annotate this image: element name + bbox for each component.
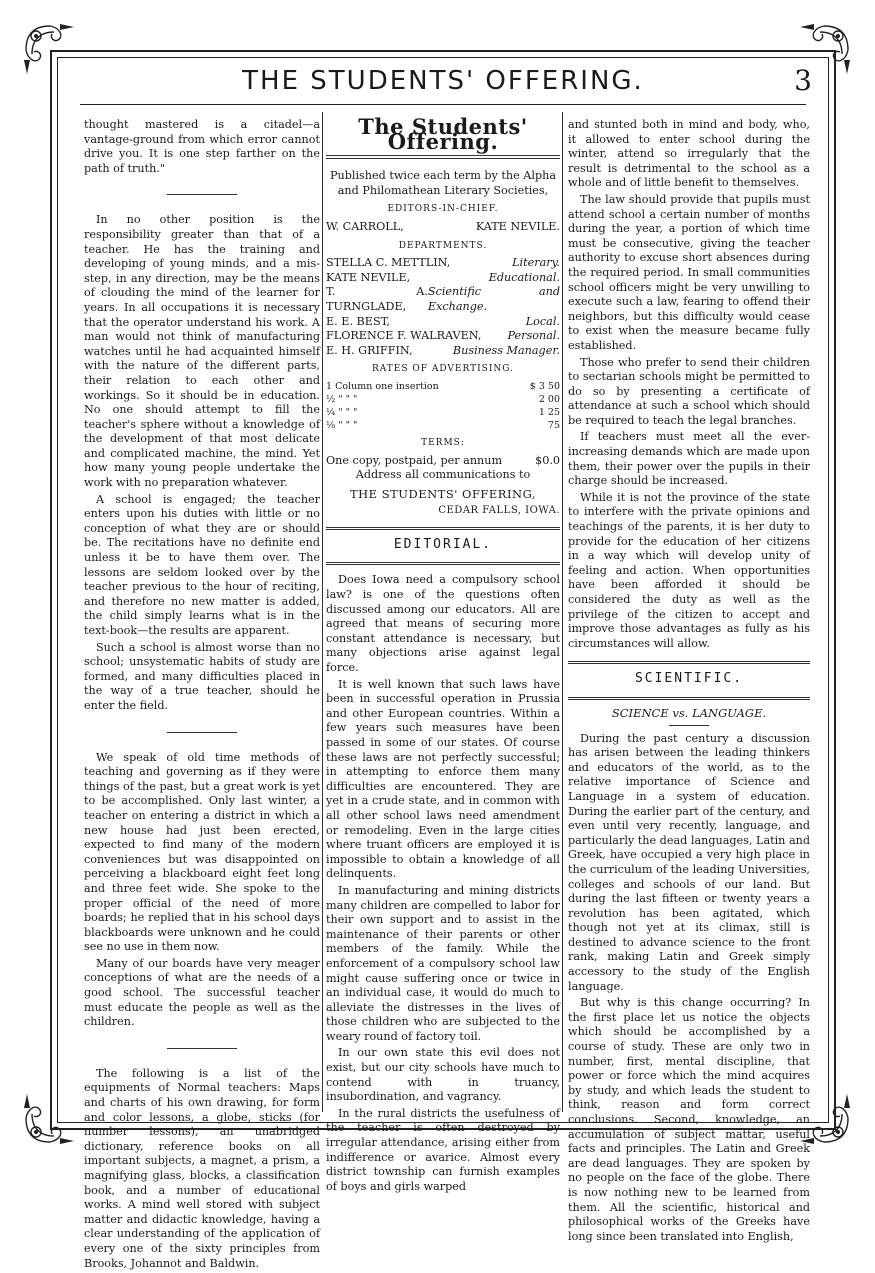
paragraph: During the past century a discussion has arisen between the leading thinkers and educators of the world, as to the relative importance of Science and Language in a system of education. During the earlier part of the century, and even until very recently, language, and particularly the dead languages, Latin and Greek, have occupied a very high place in the curriculum of the leading Universities, colleges and schools of our land. But during the last fifteen or twenty years a revolution has been agitated, which though not yet at its climax, still is destined to advance science to the front rank, making Latin and Greek simply accessory to the study of the English language. xyxy=(568,731,810,993)
paragraph: A school is engaged; the teacher enters upon his duties with little or no conception of what they are or should be. The recitations have no definite end unless it be to have them over. The lessons are seldom looked over by the teacher previous to the hour of reciting, and therefore no new matter is added, the child simply learns what is in the text-book—the results are apparent. xyxy=(84,492,320,637)
staff-dept: Local. xyxy=(525,314,560,328)
staff-row xyxy=(326,315,560,330)
page-title: THE STUDENTS' OFFERING. xyxy=(242,66,644,96)
editor-name: W. CARROLL, xyxy=(326,219,404,233)
rate-row xyxy=(326,406,560,419)
staff-name: T. A. TURNGLADE, xyxy=(326,285,428,313)
terms-row xyxy=(326,454,560,469)
masthead xyxy=(60,60,826,110)
rate-label: 1 Column one insertion xyxy=(326,380,439,392)
paragraph: While it is not the province of the state to interfere with the private opinions and teachings of the parents, it is her duty to provide for the education of her citizens in a way which will develop unity of feeling and action. When opportunities have been afforded it should be considered the duty as well as the privilege of the citizen to accept and improve those advantages as fully as his circumstances will allow. xyxy=(568,490,810,650)
published-note: Published twice each term by the Alpha and Philomathean Literary Societies, xyxy=(330,169,556,197)
rate-row xyxy=(326,380,560,393)
staff-row xyxy=(326,256,560,271)
staff-dept: Scientific and Exchange. xyxy=(427,285,560,313)
staff-name: KATE NEVILE, xyxy=(326,270,411,284)
departments-heading: DEPARTMENTS. xyxy=(398,240,488,251)
separator-rule xyxy=(167,732,237,733)
page-number: 3 xyxy=(794,64,812,97)
terms-heading: TERMS: xyxy=(421,437,465,448)
section-rule xyxy=(326,562,560,565)
staff-dept: Business Manager. xyxy=(452,343,560,357)
editorial-heading xyxy=(326,538,560,553)
paragraph: In no other position is the responsibility greater than that of a teacher. He has the training and developing of young minds, and a mis-step, in any direction, may be the means of clouding the mind of the learner for years. In all occupations it is necessary that the operator understand his work. A man would not think of manufacturing watches until he had acquainted himself with the nature of the different parts, their relation to each other and workings. So it should be in education. No one should attempt to fill the teacher's sphere without a knowledge of the development of that most delicate and complicated machine, the mind. Yet how many young people undertake the work with no preparation whatever. xyxy=(84,213,320,490)
rate-row xyxy=(326,393,560,406)
column-3 xyxy=(568,118,810,1246)
staff-name: STELLA C. METTLIN, xyxy=(326,256,451,270)
staff-dept: Literary. xyxy=(512,256,560,270)
staff-name: FLORENCE F. WALRAVEN, xyxy=(326,329,482,343)
section-rule xyxy=(568,661,810,664)
column-1 xyxy=(84,118,320,1273)
staff-name: E. E. BEST, xyxy=(326,314,390,328)
paragraph: Does Iowa need a compulsory school law? is one of the questions often discussed among our educators. All are agreed that means of securing more constant attendance is necessary, but many objections arise against legal force. xyxy=(326,573,560,675)
paragraph: But why is this change occurring? In the first place let us notice the objects which should be accomplished by a course of study. These are only two in number, first, mental discipline, that power or force which the mind acquires by study, and which leads the student to think, reason and form correct conclusions. Second, knowledge, an accumulation of subject mattar, useful facts and principles. The Latin and Greek are dead languages. They are spoken by no people on the face of the globe. There is now nothing new to be learned from them. All the scientific, historical and philosophical works of the Greeks have long since been translated into English, xyxy=(568,996,810,1243)
masthead-rule xyxy=(80,104,806,105)
column-2 xyxy=(326,114,560,1196)
staff-row xyxy=(326,329,560,344)
staff-dept: Personal. xyxy=(507,329,560,343)
paragraph: thought mastered is a citadel—a vantage-ground from which error cannot drive you. It is one step farther on the path of truth." xyxy=(84,118,320,175)
editor-name: KATE NEVILE. xyxy=(475,219,560,233)
section-rule xyxy=(568,697,810,700)
terms-text: One copy, postpaid, per annum xyxy=(326,453,503,467)
address-place: CEDAR FALLS, IOWA. xyxy=(438,505,560,517)
editors-row xyxy=(326,220,560,235)
address-name: THE STUDENTS' OFFERING, xyxy=(349,486,536,501)
staff-dept: Educational. xyxy=(488,270,560,284)
scientific-heading xyxy=(568,672,810,687)
article-subhead: SCIENCE vs. LANGUAGE. xyxy=(611,705,767,720)
rate-row xyxy=(326,419,560,432)
separator-rule xyxy=(167,1048,237,1049)
paragraph: and stunted both in mind and body, who, it allowed to enter school during the winter, attend so irregularly that the result is detrimental to the school as a whole and of little benefit to themselves. xyxy=(568,118,810,190)
paragraph: The following is a list of the equipments of Normal teachers: Maps and charts of his own drawing, for form and color lessons, a globe, sticks (for number lessons), an unabridged dictionary, reference books on all important subjects, a magnet, a prism, a magnifying glass, blocks, a classification book, and a number of educational works. A mind well stored with subject matter and didactic knowledge, having a clear understanding of the application of every one of the sixty principles from Brooks, Johannot and Baldwin. xyxy=(84,1066,320,1270)
terms-price: $0.0 xyxy=(535,453,560,467)
rate-price: 2 00 xyxy=(538,393,560,405)
address-line: Address all communications to xyxy=(355,468,531,482)
double-rule xyxy=(326,155,560,159)
separator-rule xyxy=(167,194,237,195)
rate-label: ¼ " " " xyxy=(326,406,358,418)
rate-price: $ 3 50 xyxy=(529,380,560,392)
subhead-rule xyxy=(669,725,709,726)
paragraph: In manufacturing and mining districts many children are compelled to labor for their own support and to assist in the maintenance of their parents or other members of the family. While the enforcement of a compulsory school law might cause suffering once or twice in an individual case, it would do much to alleviate the distresses in the lives of those children who are subjected to the weary round of factory toil. xyxy=(326,883,560,1043)
section-rule xyxy=(326,527,560,530)
editors-heading: EDITORS-IN-CHIEF. xyxy=(387,204,499,215)
corner-ornament-icon xyxy=(20,1084,84,1148)
staff-name: E. H. GRIFFIN, xyxy=(326,343,413,357)
publication-title: The Students' Offering. xyxy=(358,114,528,154)
staff-row xyxy=(326,344,560,359)
rate-price: 1 25 xyxy=(538,406,560,418)
column-divider xyxy=(562,112,563,1112)
rate-price: 75 xyxy=(547,419,560,431)
rates-heading: RATES OF ADVERTISING. xyxy=(372,364,514,375)
staff-row xyxy=(326,285,560,314)
scientific-heading-text: SCIENTIFIC. xyxy=(634,671,744,687)
staff-row xyxy=(326,271,560,286)
paragraph: In our own state this evil does not exist, but our city schools have much to contend with in truancy, insubordination, and vagrancy. xyxy=(326,1046,560,1104)
rate-label: ⅛ " " " xyxy=(326,419,358,431)
paragraph: Many of our boards have very meager conceptions of what are the needs of a good school. The successful teacher must educate the people as well as the children. xyxy=(84,956,320,1029)
paragraph: The law should provide that pupils must attend school a certain number of months during the year, a portion of which time must be consecutive, giving the teacher authority to excuse short absences during the required period. In small communities school officers might be very unwilling to execute such a law, fearing to offend their neighbors, but this difficulty would cease to exist when the measure became fully established. xyxy=(568,192,810,352)
column-divider xyxy=(322,112,323,1112)
paragraph: In the rural districts the usefulness of the teacher is often destroyed by irregular attendance, arising either from indifference or avarice. Almost every district township can furnish examples of boys and girls warped xyxy=(326,1106,560,1193)
paragraph: Such a school is almost worse than no school; unsystematic habits of study are formed, and many difficulties placed in the way of a true teacher, should he enter the field. xyxy=(84,640,320,712)
editorial-heading-text: EDITORIAL. xyxy=(393,536,493,552)
paragraph: We speak of old time methods of teaching and governing as if they were things of the past, but a great work is yet to be accomplished. Only last winter, a teacher on entering a district in which a new house had just been erected, expected to find many of the modern conveniences but was disappointed on perceiving a blackboard eight feet long and three feet wide. She spoke to the proper official of the need of more boards; he replied that in his school days blackboards were unknown and he could see no use in them now. xyxy=(84,750,320,954)
paragraph: If teachers must meet all the ever-increasing demands which are made upon them, their power over the pupils in their charge should be increased. xyxy=(568,430,810,488)
paragraph: It is well known that such laws have been in successful operation in Prussia and other European countries. Within a few years such measures have been passed in some of our states. Of course these laws are not perfectly successful; in attempting to enforce them many difficulties are encountered. They are yet in a crude state, and in common with all other school laws need amendment or remodeling. Even in the large cities where truant officers are employed it is impossible to obtain a knowledge of all delinquents. xyxy=(326,677,560,881)
rate-label: ½ " " " xyxy=(326,393,358,405)
paragraph: Those who prefer to send their children to sectarian schools might be permitted to do so by presenting a certificate of attendance at such a school which should be required to teach the legal branches. xyxy=(568,355,810,427)
